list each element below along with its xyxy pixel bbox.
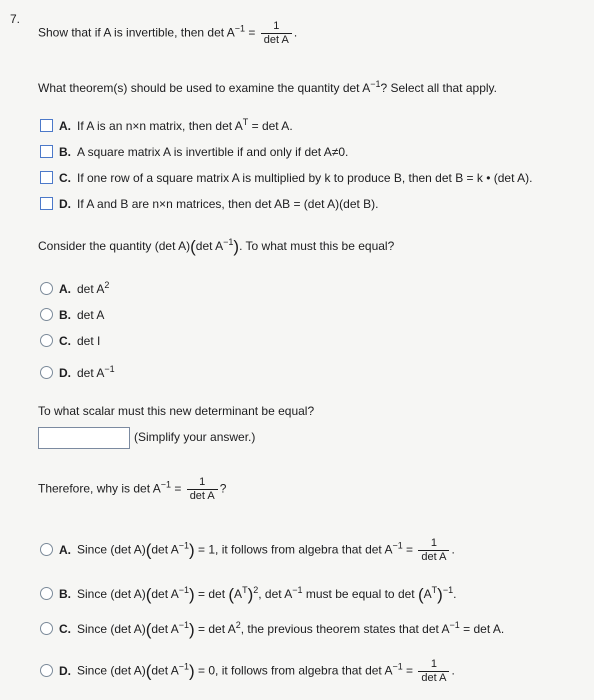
- checkbox-d[interactable]: [40, 197, 53, 210]
- why-option-b[interactable]: B. Since (det A)(det $A^{-1}) = \det (A^T)^2$, $\det A^{-1}$ must be equal to $\det (A^T)^{-1}$.: [40, 585, 456, 605]
- theorem-option-a[interactable]: A. If A is an n×n matrix, then $\det A^T = \det A$.: [40, 117, 293, 133]
- theorem-option-b[interactable]: B. A square matrix A is invertible if and only if det A≠0.: [40, 145, 348, 159]
- quantity-question: Consider the quantity (det A)(det $A^{-1}$). To what must this be equal?: [38, 237, 395, 256]
- radio-a[interactable]: [40, 282, 53, 295]
- why-radio-d[interactable]: [40, 664, 53, 677]
- theorem-option-d[interactable]: D. If A and B are n×n matrices, then det AB = (det A)(det B).: [40, 197, 379, 211]
- question-number: 7.: [10, 12, 21, 26]
- quantity-option-a[interactable]: A. $\det A^2$: [40, 280, 109, 296]
- scalar-question: To what scalar must this new determinant be equal?: [38, 404, 315, 418]
- problem-statement: Show that if A is invertible, then $\det A^{-1}$ = $\frac{1}{\text{det A}}$ .: [38, 20, 298, 46]
- quantity-option-b[interactable]: B. det A: [40, 308, 104, 322]
- radio-d[interactable]: [40, 366, 53, 379]
- checkbox-b[interactable]: [40, 145, 53, 158]
- why-radio-a[interactable]: [40, 543, 53, 556]
- theorem-option-c[interactable]: C. If one row of a square matrix A is multiplied by k to produce B, then det B = k • (det A).: [40, 171, 532, 185]
- theorem-question: What theorem(s) should be used to examine the quantity $\det A^{-1}$? Select all that apply.: [38, 79, 497, 95]
- why-option-a[interactable]: A. Since (det A)(det $A^{-1}) = 1$, it follows from algebra that $\det A^{-1}$ = $\frac{1}{\text{det A}}$ .: [40, 537, 455, 564]
- scalar-answer-input[interactable]: [38, 427, 130, 449]
- scalar-answer-row: [38, 427, 255, 449]
- prompt-fraction: $\frac{1}{\text{det A}}$: [261, 20, 292, 47]
- quantity-option-c[interactable]: C. det I: [40, 334, 100, 348]
- why-question: Therefore, why is $\det A^{-1}$ = $\frac{1}{\text{det A}}$ ?: [38, 476, 227, 502]
- prompt-text: Show that if A is invertible, then det A: [38, 25, 235, 40]
- radio-c[interactable]: [40, 334, 53, 347]
- why-radio-b[interactable]: [40, 587, 53, 600]
- quantity-option-d[interactable]: D. $\det A^{-1}$: [40, 364, 115, 380]
- why-option-c[interactable]: C. Since (det A)(det $A^{-1}) = \det A^2$, the previous theorem states that $\det A^{-1} = \det A$.: [40, 620, 504, 640]
- prompt-equals: =: [245, 25, 256, 40]
- checkbox-c[interactable]: [40, 171, 53, 184]
- why-option-d[interactable]: D. Since (det A)(det $A^{-1}) = 0$, it follows from algebra that $\det A^{-1}$ = $\frac{1}{\text{det A}}$ .: [40, 658, 455, 685]
- checkbox-a[interactable]: [40, 119, 53, 132]
- radio-b[interactable]: [40, 308, 53, 321]
- prompt-exponent: −1: [234, 23, 246, 34]
- why-radio-c[interactable]: [40, 622, 53, 635]
- simplify-hint: (Simplify your answer.): [134, 430, 256, 445]
